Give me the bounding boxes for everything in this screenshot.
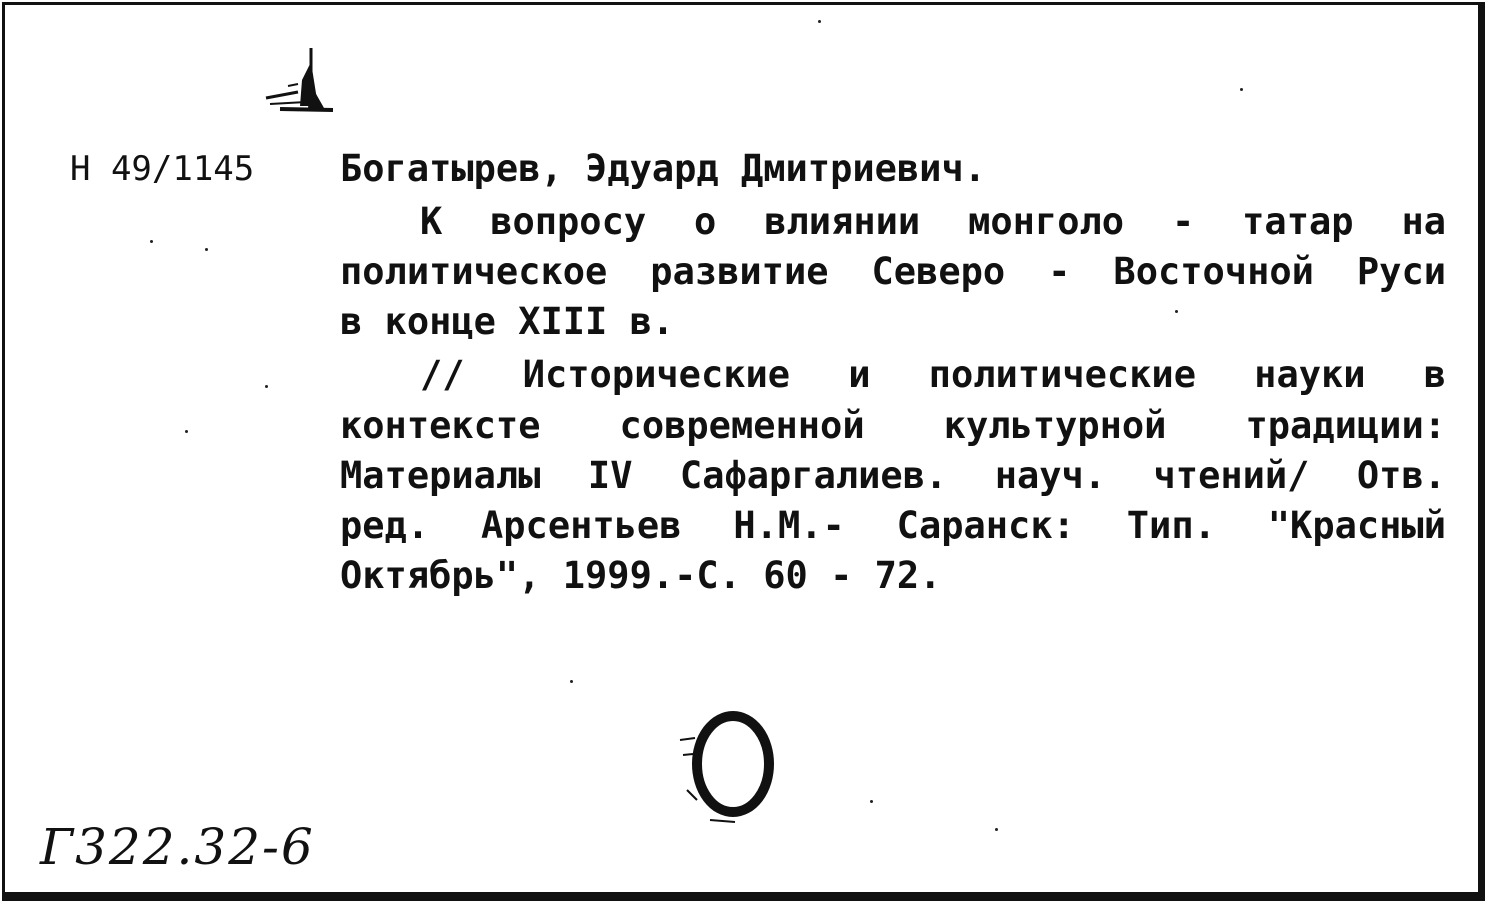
source-line-4: ред. Арсентьев Н.М.- Саранск: Тип. "Красный	[340, 504, 1446, 547]
ship-stamp-icon	[258, 40, 338, 115]
title-line-1: К вопросу о влиянии монголо - татар на	[420, 200, 1446, 243]
source-line-2: контексте современной культурной традиции:	[340, 404, 1446, 447]
paper-speck	[570, 680, 573, 683]
source-line-1: // Исторические и политические науки в	[420, 353, 1446, 396]
call-number: Н 49/1145	[70, 149, 255, 189]
title-line-2: политическое развитие Северо - Восточной Руси	[340, 250, 1446, 293]
source-line-3: Материалы IV Сафаргалиев. науч. чтений/ Отв.	[340, 454, 1446, 497]
paper-speck	[818, 20, 821, 23]
paper-speck	[265, 385, 268, 388]
classification-code: Г322.32-6	[40, 818, 315, 876]
paper-speck	[1240, 88, 1243, 91]
paper-speck	[205, 248, 208, 251]
paper-speck	[185, 430, 188, 433]
author-name: Богатырев, Эдуард Дмитриевич.	[340, 147, 987, 190]
title-line-3: в конце XIII в.	[340, 300, 675, 343]
paper-speck	[870, 800, 873, 803]
paper-speck	[150, 240, 153, 243]
source-line-5: Октябрь", 1999.-С. 60 - 72.	[340, 554, 942, 597]
circle-stamp-icon	[675, 700, 790, 830]
paper-speck	[995, 828, 998, 831]
paper-speck	[1175, 310, 1178, 313]
